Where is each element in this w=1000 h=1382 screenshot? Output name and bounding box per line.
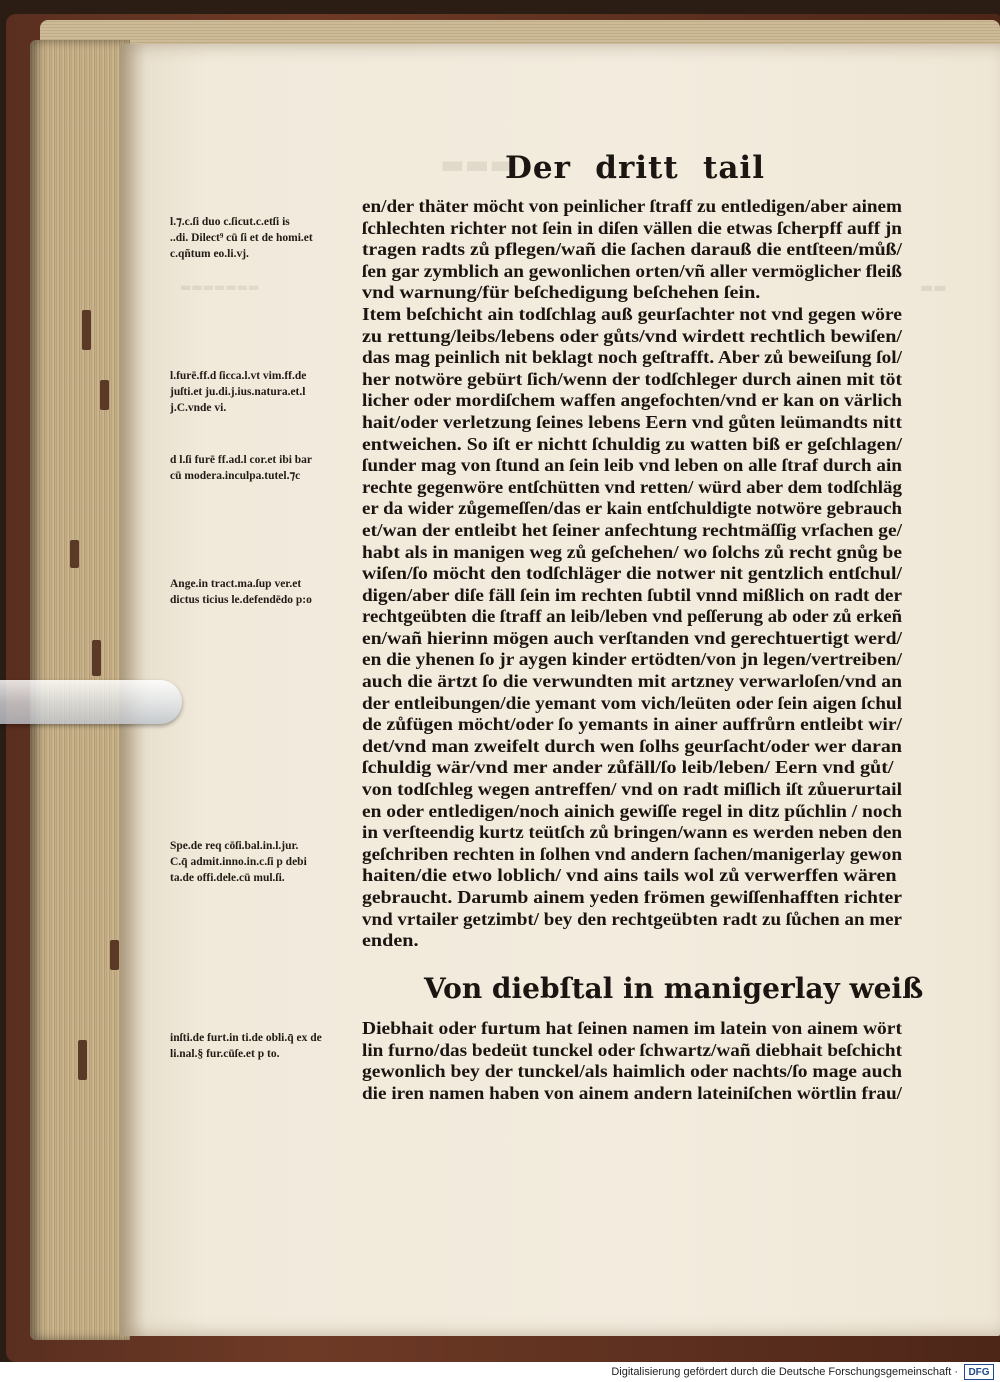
- margin-note-line: c.qñtum eo.li.vj.: [170, 248, 249, 260]
- body-line: haiten/die etwo loblich/ vnd ains tails wol zů verwerffen wären: [362, 865, 897, 886]
- bleed-through-shadow: ▬▬▬▬▬▬▬: [180, 280, 260, 294]
- body-line: digen/aber diſe fäll ſein im rechten ſubtil vnnd mißlich on radt der: [362, 584, 902, 605]
- running-head: [505, 150, 765, 186]
- body-line: licher oder mordiſchem waffen angefochten/vnd er kan on värlich: [362, 390, 902, 411]
- body-line: en/wañ hierinn mögen auch verſtanden vnd gerechtuertigt werd/: [362, 627, 902, 648]
- margin-note-line: cū modera.inculpa.tutel.⁊c: [170, 470, 301, 482]
- body-line: Item beſchicht ain todſchlag auß geurſachter not vnd gegen wöre: [362, 303, 902, 324]
- dfg-logo-icon: DFG: [964, 1364, 994, 1380]
- margin-note-line: l.furē.ff.d ſicca.l.vt vim.ff.de: [170, 370, 307, 382]
- margin-note: [170, 214, 350, 262]
- body-line: et/wan der entleibt het ſeiner anfechtung rechtmäſſig vrſachen ge/: [362, 519, 902, 540]
- footer-bar: [0, 1362, 1000, 1382]
- margin-note-line: j.C.vnde vi.: [170, 402, 227, 414]
- body-line: das mag peinlich nit beklagt noch geſtrafft. Aber zů beweiſung ſol/: [362, 347, 902, 368]
- body-line: en die yhenen ſo jr aygen kinder ertödten/von jn legen/vertreiben/: [362, 649, 902, 670]
- body-line: der entleibungen/die yemant vom vich/leüten oder ſein aigen ſchul: [362, 692, 902, 713]
- footer-credit: Digitalisierung gefördert durch die Deutsche Forschungsgemeinschaft ·: [611, 1366, 958, 1378]
- body-line: det/vnd man zweifelt durch wen ſolhs geurſacht/oder wer daran: [362, 735, 902, 756]
- section-heading: Von diebſtal in manigerlay weiß: [424, 972, 924, 1005]
- body-line: rechte gegenwöre entſchütten vnd retten/ würd aber dem todſchläg: [362, 476, 902, 497]
- body-line: ſchuldig wär/vnd mer ander zůfäll/ſo leib/leben/ Eern vnd gůt/: [362, 757, 894, 778]
- margin-note-line: inſti.de furt.in ti.de obli.q̄ ex de: [170, 1032, 322, 1044]
- body-line: her notwöre gebürt ſich/wenn der todſchleger durch ainen mit töt: [362, 368, 902, 389]
- margin-note-line: l.⁊.c.ſi duo c.ſicut.c.etſi is: [170, 216, 290, 228]
- margin-note: [170, 838, 350, 886]
- scanner-page-clip: [0, 680, 182, 724]
- margin-note: [170, 576, 350, 608]
- margin-note-line: ta.de offi.dele.cū mul.ſi.: [170, 872, 285, 884]
- body-line: in verſteendig kurtz teütſch zů bringen/wann es werden neben den: [362, 822, 902, 843]
- margin-note-line: d l.ſi furē ff.ad.l cor.et ibi bar: [170, 454, 313, 466]
- margin-note: [170, 368, 350, 416]
- page-tab-marker: [70, 540, 79, 568]
- body-line: en oder entledigen/noch ainich gewiſſe regel in ditz pűchlin / noch: [362, 800, 902, 821]
- body-line: enden.: [362, 930, 419, 951]
- page-tab-marker: [100, 380, 109, 410]
- margin-note-line: ..di. Dilect⁹ cū ſi et de homi.et: [170, 232, 313, 244]
- page-tab-marker: [78, 1040, 87, 1080]
- margin-note-line: li.nal.§ fur.cūſe.et p to.: [170, 1048, 280, 1060]
- margin-note-line: Spe.de req cōſi.bal.in.l.jur.: [170, 840, 299, 852]
- body-line: ſchlechten richter not ſein in diſen vällen die etwas ſcherpff auff jn: [362, 217, 902, 238]
- body-line: entweichen. So iſt er nichtt ſchuldig zu watten biß er geſchlagen/: [362, 433, 902, 454]
- margin-note-line: juſti.et ju.di.j.ius.natura.et.l: [170, 386, 306, 398]
- body-line: hait/oder verletzung ſeines lebens Eern vnd gůten leümandts nitt: [362, 411, 902, 432]
- body-line: en/der thäter möcht von peinlicher ſtraff zu entledigen/aber ainem: [362, 196, 902, 216]
- body-line: de zůfügen möcht/oder ſo yemants in ainer auffrůrn entleibt wir/: [362, 714, 902, 735]
- margin-note-line: dictus ticius le.defendēdo p:o: [170, 594, 312, 606]
- body-line: habt als in manigen weg zů geſchehen/ wo ſolchs zů recht gnůg be: [362, 541, 902, 562]
- body-line: gewonlich bey der tunckel/als haimlich oder nachts/ſo mage auch: [362, 1061, 902, 1082]
- margin-note: [170, 452, 350, 484]
- body-line: Diebhait oder furtum hat ſeinen namen im latein von ainem wört: [362, 1018, 902, 1038]
- body-line: wiſen/ſo möcht den todſchläger die notwer nit gentzlich entſchul/: [362, 563, 902, 584]
- margin-note-line: Ange.in tract.ma.ſup ver.et: [170, 578, 302, 590]
- running-head-word: Der: [505, 150, 571, 186]
- body-line: die iren namen haben von ainem andern lateiniſchen wörtlin frau/: [362, 1082, 902, 1103]
- body-line: lin furno/das bedeüt tunckel oder ſchwartz/wañ diebhait beſchicht: [362, 1039, 902, 1060]
- body-line: vnd vrtailer getzimbt/ bey den rechtgeübten radt zu ſůchen an mer: [362, 908, 902, 929]
- body-line: vnd warnung/für beſchedigung beſchehen ſein.: [362, 282, 761, 303]
- margin-note-line: C.q̄ admit.inno.in.c.ſi p debi: [170, 856, 307, 868]
- page-tab-marker: [110, 940, 119, 970]
- page-tab-marker: [82, 310, 91, 350]
- body-line: ſen gar zymblich an gewonlichen orten/vñ aller vermöglicher fleiß: [362, 260, 902, 281]
- margin-note: [170, 1030, 350, 1062]
- body-line: auch die ärtzt ſo die verwundten mit artzney verwarloſen/vnd an: [362, 671, 902, 692]
- body-line: ſunder mag von ſtund an ſein leib vnd leben on alle ſtraf durch ain: [362, 455, 902, 476]
- running-head-word: dritt: [595, 150, 679, 186]
- body-line: tragen radts zů pflegen/wañ die ſachen darauß die entſteen/můß/: [362, 239, 902, 260]
- bleed-through-shadow: ▬▬: [920, 280, 947, 296]
- body-line: geſchriben rechten in ſolhen vnd andern ſachen/manigerlay gewon: [362, 843, 902, 864]
- body-line: rechtgeübten die ſtraff an leib/leben vnd peſſerung ab oder zů erkeñ: [362, 606, 902, 627]
- body-line: gebraucht. Darumb ainem yeden frömen gewiſſenhafften richter: [362, 887, 902, 907]
- bleed-through-shadow: ▬▬▬: [440, 150, 514, 180]
- section-text: [362, 1018, 907, 1104]
- running-head-word: tail: [703, 150, 765, 186]
- body-line: er da wider zůgemeſſen/das er kain entſchuldigte notwöre gebrauch: [362, 498, 902, 519]
- body-line: von todſchleg wegen antreffen/ vnd on radt miſlich iſt zůuerurtail: [362, 779, 902, 800]
- page-tab-marker: [92, 640, 101, 676]
- body-text: [362, 196, 907, 952]
- body-line: zu rettung/leibs/lebens oder gůts/vnd wirdett rechtlich bewiſen/: [362, 325, 902, 346]
